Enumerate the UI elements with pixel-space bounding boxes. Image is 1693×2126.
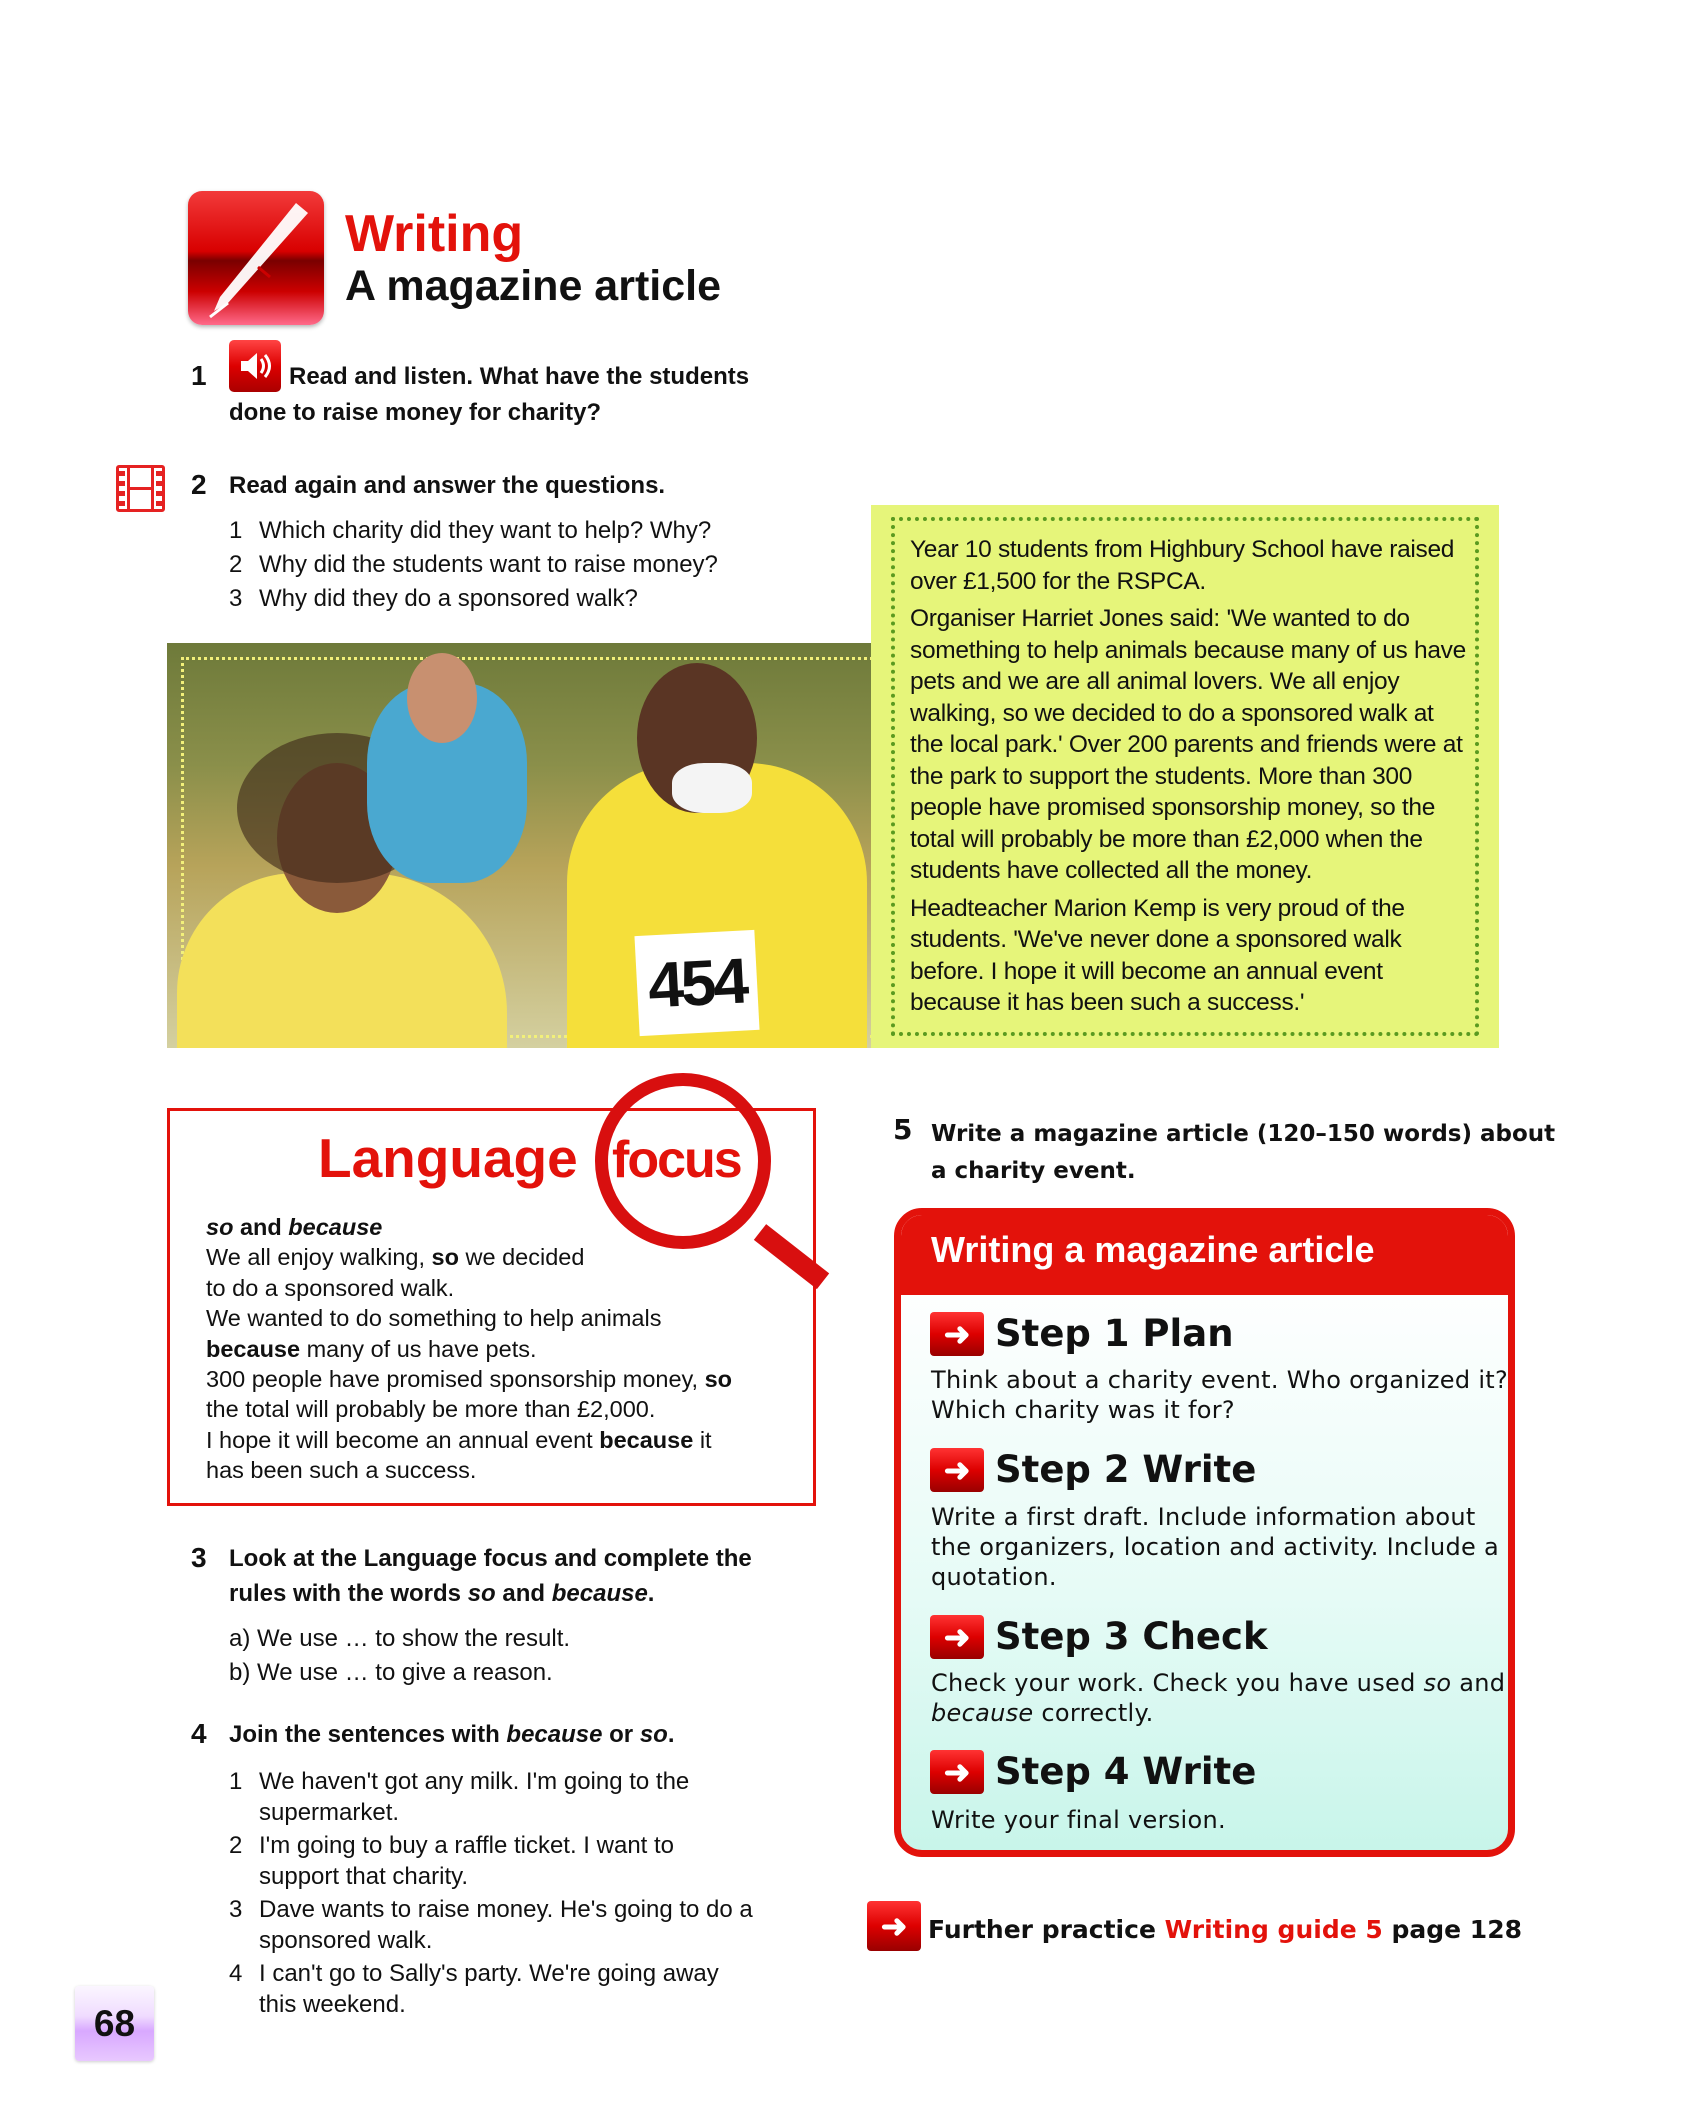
arrow-right-icon: ➜ xyxy=(930,1448,984,1492)
exercise-number: 4 xyxy=(191,1718,207,1749)
step-title: Step 2 Write xyxy=(995,1448,1257,1491)
sentence-item: 2 xyxy=(229,1832,243,1859)
question-text: Why did they do a sponsored walk? xyxy=(259,585,638,612)
article-text xyxy=(910,534,1470,1025)
sentence-text: Dave wants to raise money. He's going to do a sponsored walk. xyxy=(259,1896,753,1954)
exercise-number: 1 xyxy=(191,360,207,391)
sentence-text: I'm going to buy a raffle ticket. I want to support that charity. xyxy=(259,1832,675,1890)
exercise-instruction: Look at the Language focus and complete the xyxy=(229,1545,752,1572)
sentence-item: 1 xyxy=(229,1768,243,1795)
arrow-right-icon: ➜ xyxy=(930,1615,984,1659)
exercise-instruction: Read again and answer the questions. xyxy=(229,472,666,499)
video-film-icon[interactable] xyxy=(116,465,165,512)
exercise-instruction: rules with the words so and because. xyxy=(229,1580,655,1607)
section-title: Writing xyxy=(345,205,524,263)
article-paragraph: Year 10 students from Highbury School have raised over £1,500 for the RSPCA. xyxy=(910,536,1455,595)
article-paragraph: Headteacher Marion Kemp is very proud of the students. 'We've never done a sponsored walk before. I hope it will become an annual event because it has been such a success.' xyxy=(910,894,1405,1016)
sentence-item: 3 xyxy=(229,1896,243,1923)
step-description: Write a first draft. Include information about the organizers, location and activity. Include a quotation. xyxy=(931,1503,1499,1591)
language-focus-title-focus: focus xyxy=(612,1131,741,1189)
arrow-right-icon[interactable]: ➜ xyxy=(867,1901,921,1951)
rule-b: b) We use … to give a reason. xyxy=(229,1659,553,1686)
step-description: Check your work. Check you have used so and because correctly. xyxy=(931,1669,1506,1727)
question-number: 3 xyxy=(229,585,243,612)
question-text: Why did the students want to raise money? xyxy=(259,551,718,578)
step-title: Step 3 Check xyxy=(995,1615,1268,1658)
sentence-item: 4 xyxy=(229,1960,243,1987)
page-number: 68 xyxy=(75,1986,154,2061)
question-number: 1 xyxy=(229,517,243,544)
arrow-right-icon: ➜ xyxy=(930,1750,984,1794)
exercise-instruction: Write a magazine article (120–150 words) about a charity event. xyxy=(931,1121,1556,1184)
charity-walk-photo xyxy=(167,643,885,1048)
exercise-number: 5 xyxy=(893,1113,913,1146)
question-number: 2 xyxy=(229,551,243,578)
section-subtitle: A magazine article xyxy=(345,262,721,310)
audio-speaker-icon[interactable] xyxy=(229,340,281,392)
exercise-number: 2 xyxy=(191,469,207,500)
further-practice-link[interactable]: Further practice Writing guide 5 page 128 xyxy=(928,1915,1522,1944)
steps-box-title: Writing a magazine article xyxy=(901,1215,1508,1295)
pen-icon xyxy=(188,191,324,325)
rule-a: a) We use … to show the result. xyxy=(229,1625,571,1652)
step-description: Write your final version. xyxy=(931,1806,1226,1834)
exercise-instruction: Read and listen. What have the students xyxy=(289,363,750,390)
step-description: Think about a charity event. Who organized it? Which charity was it for? xyxy=(931,1366,1509,1424)
article-paragraph: Organiser Harriet Jones said: 'We wanted to do something to help animals because many of us have pets and we are all animal lovers. We all enjoy walking, so we decided to do a sponsored walk at the local park.' Over 200 parents and friends were at the park to support the students. More than 300 people have promised sponsorship money, so the total will probably be more than £2,000 when the students have collected all the money. xyxy=(910,605,1466,884)
question-text: Which charity did they want to help? Why? xyxy=(259,517,712,544)
arrow-right-icon: ➜ xyxy=(930,1312,984,1356)
race-bib: 454 xyxy=(634,930,759,1036)
step-title: Step 1 Plan xyxy=(995,1312,1234,1355)
sentence-text: We haven't got any milk. I'm going to the supermarket. xyxy=(259,1768,690,1826)
exercise-instruction: Join the sentences with because or so. xyxy=(229,1721,675,1748)
sentence-text: I can't go to Sally's party. We're going away this weekend. xyxy=(259,1960,719,2018)
language-focus-title: Language xyxy=(318,1127,578,1189)
step-title: Step 4 Write xyxy=(995,1750,1257,1793)
exercise-instruction: done to raise money for charity? xyxy=(229,399,602,426)
language-focus-text: so and because We all enjoy walking, so we decided to do a sponsored walk. We wanted to do something to help animals because many of us have pets. 300 people have promised sponsorship money, so the total will probably be more than £2,000. I hope it will become an annual event because it has been such a success. xyxy=(206,1214,733,1484)
exercise-number: 3 xyxy=(191,1542,207,1573)
